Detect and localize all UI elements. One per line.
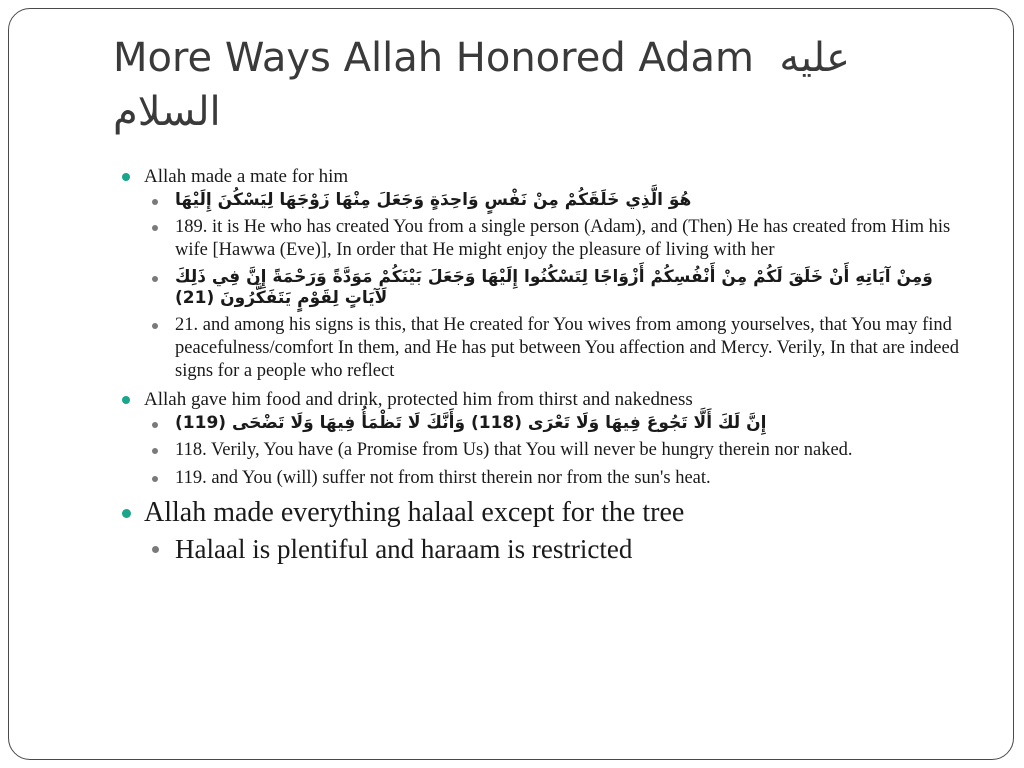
sub-bullet-ayah-21-translation — [144, 314, 973, 383]
title-line-2 — [113, 85, 953, 139]
sub-bullet-dot — [152, 448, 158, 454]
title-line-1 — [113, 31, 953, 85]
sub-bullet-ayah-119-translation — [144, 467, 973, 490]
sub-bullet-dot — [152, 225, 158, 231]
translation-text: 21. and among his signs is this, that He created for You wives from among yourselves, that You may find peacefulness/comfort In them, and He has put between You affection and Mercy. Verily, In that are indeed signs for a people who reflect — [175, 315, 959, 381]
sub-bullet-list — [144, 190, 973, 383]
slide-title — [113, 31, 953, 139]
sub-bullet-list — [144, 413, 973, 490]
sub-bullet-text: Halaal is plentiful and haraam is restricted — [175, 534, 633, 564]
title-arabic-part-1: عليه — [779, 35, 851, 81]
bullet-mate — [113, 165, 973, 383]
sub-bullet-list — [144, 532, 973, 566]
sub-bullet-halaal-plentiful — [144, 532, 973, 566]
title-english: More Ways Allah Honored Adam — [113, 35, 754, 81]
bullet-dot — [122, 509, 131, 518]
arabic-verse: إِنَّ لَكَ أَلَّا تَجُوعَ فِيهَا وَلَا تَعْرَى (118) وَأَنَّكَ لَا تَظْمَأُ فِيهَا وَلَا تَضْحَى (119) — [175, 413, 767, 433]
slide-body — [113, 165, 973, 571]
arabic-verse: وَمِنْ آيَاتِهِ أَنْ خَلَقَ لَكُمْ مِنْ أَنْفُسِكُمْ أَزْوَاجًا لِتَسْكُنُوا إِلَيْهَا وَجَعَلَ بَيْنَكُمْ مَوَدَّةً وَرَحْمَةً إِنَّ فِي ذَلِكَ لَآيَاتٍ لِقَوْمٍ يَتَفَكَّرُونَ (21) — [175, 267, 933, 308]
arabic-verse: هُوَ الَّذِي خَلَقَكُمْ مِنْ نَفْسٍ وَاحِدَةٍ وَجَعَلَ مِنْهَا زَوْجَهَا لِيَسْكُنَ إِلَيْهَا — [175, 190, 692, 210]
translation-text: 119. and You (will) suffer not from thirst therein nor from the sun's heat. — [175, 468, 711, 488]
bullet-text: Allah made everything halaal except for the tree — [144, 497, 685, 528]
bullet-food — [113, 388, 973, 490]
slide-frame — [8, 8, 1014, 760]
sub-bullet-ayah-21-arabic — [144, 267, 973, 309]
sub-bullet-ayah-189-arabic — [144, 190, 973, 211]
sub-bullet-dot — [152, 422, 158, 428]
sub-bullet-dot — [152, 546, 159, 553]
bullet-list — [113, 165, 973, 566]
bullet-dot — [122, 396, 130, 404]
sub-bullet-ayah-189-translation — [144, 216, 973, 262]
bullet-text: Allah made a mate for him — [144, 166, 349, 187]
sub-bullet-dot — [152, 476, 158, 482]
bullet-halaal — [113, 496, 973, 566]
sub-bullet-dot — [152, 323, 158, 329]
translation-text: 189. it is He who has created You from a single person (Adam), and (Then) He has created from Him his wife [Hawwa (Eve)], In order that He might enjoy the pleasure of living with her — [175, 217, 951, 260]
sub-bullet-dot — [152, 276, 158, 282]
sub-bullet-ayah-118-119-arabic — [144, 413, 973, 434]
sub-bullet-dot — [152, 199, 158, 205]
sub-bullet-ayah-118-translation — [144, 439, 973, 462]
bullet-text: Allah gave him food and drink, protected him from thirst and nakedness — [144, 389, 693, 410]
bullet-dot — [122, 173, 130, 181]
title-arabic-part-2: السلام — [113, 89, 221, 135]
translation-text: 118. Verily, You have (a Promise from Us) that You will never be hungry therein nor naked. — [175, 440, 853, 460]
